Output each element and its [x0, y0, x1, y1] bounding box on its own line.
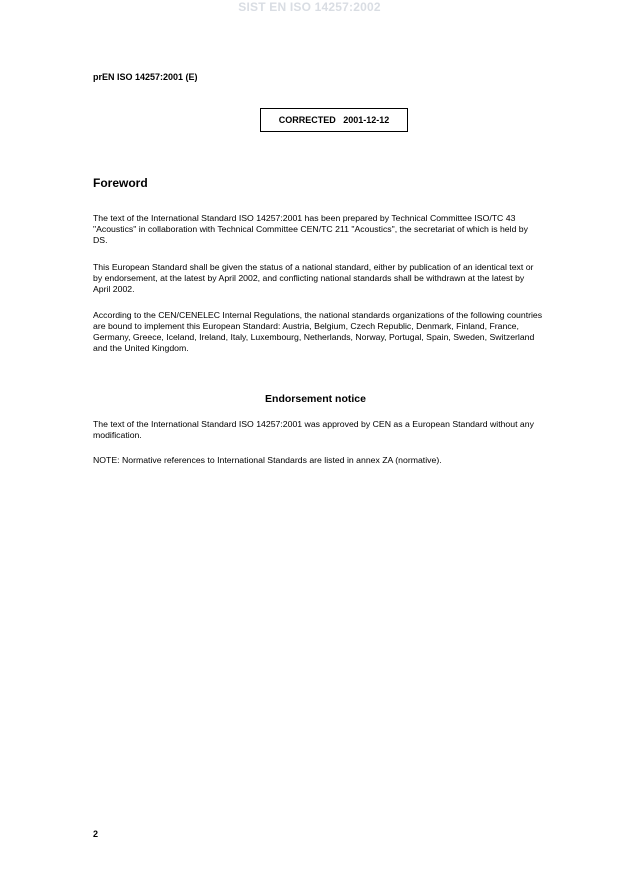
foreword-paragraph-2: This European Standard shall be given the status of a national standard, either by publication of an identical text or by endorsement, at the latest by April 2002, and conflicting national standards shall be withdrawn at the latest by April 2002.: [93, 262, 534, 294]
foreword-paragraph-3: According to the CEN/CENELEC Internal Regulations, the national standards organizations of the following countries are bound to implement this European Standard: Austria, Belgium, Czech Republic, Denmark, Finland, France, Germany, Greece, Iceland, Ireland, Italy, Luxembourg, Netherlands, Norway, Portugal, Spain, Sweden, Switzerland and the United Kingdom.: [93, 310, 543, 353]
endorsement-note: NOTE: Normative references to International Standards are listed in annex ZA (normative).: [93, 455, 442, 465]
endorsement-heading: Endorsement notice: [265, 393, 366, 405]
page-number: 2: [93, 829, 99, 839]
corrected-stamp: CORRECTED 2001-12-12: [260, 108, 408, 132]
document-id: prEN ISO 14257:2001 (E): [93, 72, 198, 82]
watermark: SIST EN ISO 14257:2002: [238, 0, 381, 14]
endorsement-paragraph-1: The text of the International Standard ISO 14257:2001 was approved by CEN as a European Standard without any modification.: [93, 419, 534, 440]
foreword-paragraph-1: The text of the International Standard ISO 14257:2001 has been prepared by Technical Committee ISO/TC 43 "Acoustics" in collaboration with Technical Committee CEN/TC 211 "Acoustics", the secretariat of which is held by DS.: [93, 213, 528, 245]
foreword-heading: Foreword: [93, 176, 148, 190]
